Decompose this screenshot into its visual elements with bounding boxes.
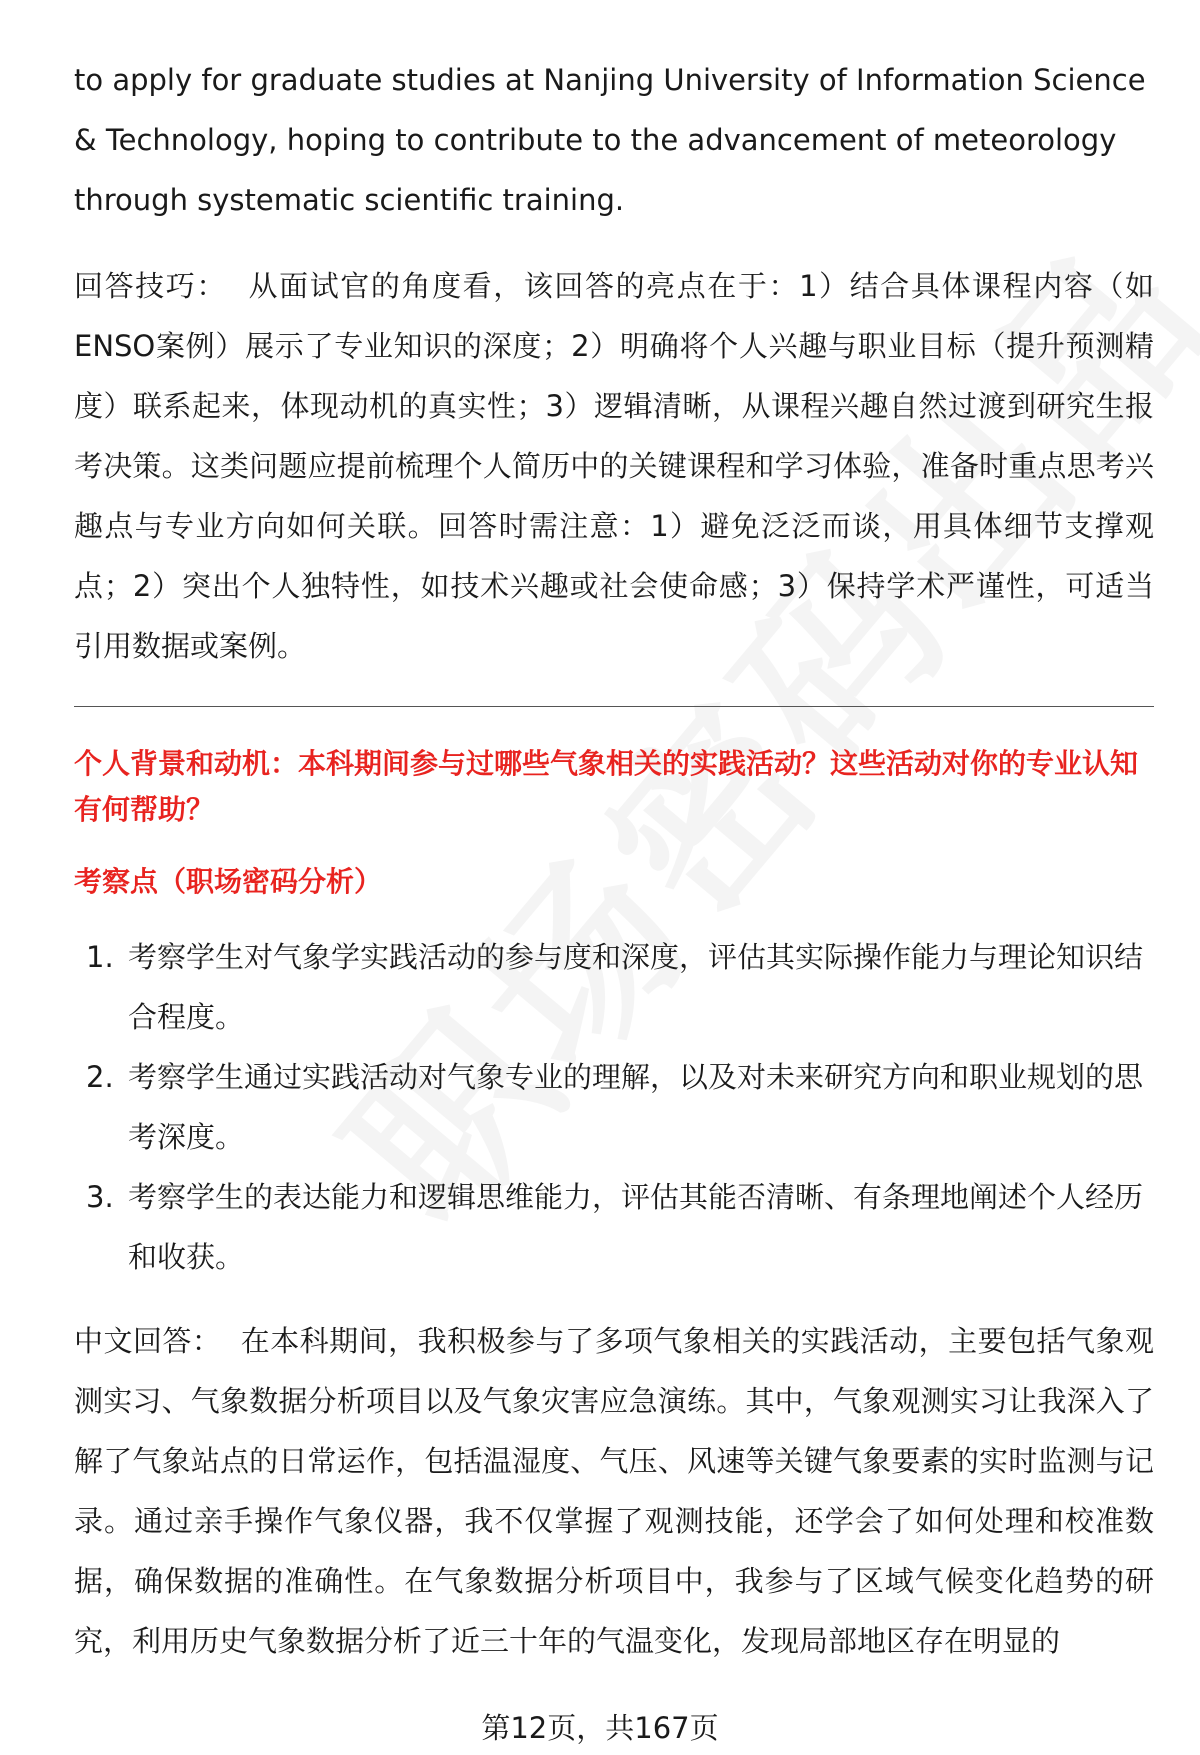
- assessment-points-heading: 考察点（职场密码分析）: [74, 865, 383, 898]
- list-item-number: 3.: [86, 1180, 114, 1214]
- list-item-text: 考察学生通过实践活动对气象专业的理解，以及对未来研究方向和职业规划的思考深度。: [128, 1060, 1144, 1154]
- list-item-number: 2.: [86, 1060, 114, 1094]
- answer-tips-paragraph: [74, 256, 1154, 676]
- section-divider: [74, 706, 1154, 707]
- list-item-number: 1.: [86, 940, 114, 974]
- chinese-answer-paragraph: [74, 1311, 1154, 1671]
- list-item: [74, 927, 1154, 1047]
- answer-tips-text: 从面试官的角度看，该回答的亮点在于：1）结合具体课程内容（如ENSO案例）展示了专业知识的深度；2）明确将个人兴趣与职业目标（提升预测精度）联系起来，体现动机的真实性；3）逻辑清晰，从课程兴趣自然过渡到研究生报考决策。这类问题应提前梳理个人简历中的关键课程和学习体验，准备时重点思考兴趣点与专业方向如何关联。回答时需注意：1）避免泛泛而谈，用具体细节支撑观点；2）突出个人独特性，如技术兴趣或社会使命感；3）保持学术严谨性，可适当引用数据或案例。: [74, 269, 1154, 663]
- list-item-text: 考察学生的表达能力和逻辑思维能力，评估其能否清晰、有条理地阐述个人经历和收获。: [128, 1180, 1144, 1274]
- intro-paragraph: to apply for graduate studies at Nanjing University of Information Science & Technology, hoping to contribute to the advancement of meteorology through systematic scientific training.: [74, 63, 1146, 217]
- page-number-footer: 第12页，共167页: [481, 1711, 719, 1745]
- chinese-answer-label: 中文回答：: [74, 1324, 222, 1358]
- list-item-text: 考察学生对气象学实践活动的参与度和深度，评估其实际操作能力与理论知识结合程度。: [128, 940, 1144, 1034]
- answer-tips-label: 回答技巧：: [74, 269, 227, 303]
- question-title: 个人背景和动机：本科期间参与过哪些气象相关的实践活动？这些活动对你的专业认知有何帮助？: [74, 747, 1139, 826]
- assessment-points-list: [74, 927, 1154, 1287]
- document-page: [74, 50, 1154, 1671]
- chinese-answer-text: 在本科期间，我积极参与了多项气象相关的实践活动，主要包括气象观测实习、气象数据分析项目以及气象灾害应急演练。其中，气象观测实习让我深入了解了气象站点的日常运作，包括温湿度、气压、风速等关键气象要素的实时监测与记录。通过亲手操作气象仪器，我不仅掌握了观测技能，还学会了如何处理和校准数据，确保数据的准确性。在气象数据分析项目中，我参与了区域气候变化趋势的研究，利用历史气象数据分析了近三十年的气温变化，发现局部地区存在明显的: [74, 1324, 1154, 1658]
- list-item: [74, 1167, 1154, 1287]
- list-item: [74, 1047, 1154, 1167]
